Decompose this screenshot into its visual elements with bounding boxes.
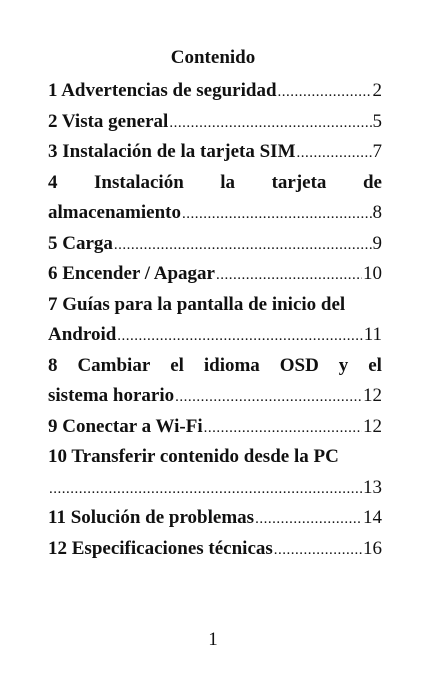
toc-entry-title: Android (48, 324, 117, 345)
toc-entry-title: 9 Conectar a Wi-Fi (48, 415, 203, 437)
toc-word: el (170, 354, 184, 376)
toc-entry-title: 11 Solución de problemas (48, 507, 255, 528)
toc-word: 4 (48, 171, 58, 193)
toc-entry-7 (48, 320, 382, 351)
dot-leader (297, 138, 372, 169)
toc-word: la (220, 171, 236, 193)
toc-entry-6 (48, 259, 382, 290)
toc-entry-8-line1 (48, 351, 382, 382)
toc-entry-4 (48, 198, 382, 229)
toc-entry-4-line1 (48, 168, 382, 199)
toc-entry-11 (48, 503, 382, 534)
toc-entry-2 (48, 107, 382, 138)
toc-word: Cambiar (77, 354, 151, 376)
toc-entry-page: 16 (363, 537, 382, 559)
toc-entry-page: 7 (372, 141, 382, 162)
dot-leader (182, 199, 372, 230)
page-number: 1 (208, 629, 218, 650)
toc-entry-title-line1: 10 Transferir contenido desde la PC (48, 446, 339, 467)
toc-entry-page: 11 (363, 324, 382, 345)
toc-title: Contenido (170, 47, 256, 68)
toc-entry-1 (48, 76, 382, 107)
toc-entry-10-line1 (48, 442, 382, 473)
toc-entry-5 (48, 229, 382, 260)
toc-entry-title: 12 Especificaciones técnicas (48, 537, 273, 559)
toc-entry-page: 9 (372, 232, 382, 254)
toc-entry-title: 2 Vista general (48, 110, 169, 132)
toc-word: tarjeta (271, 171, 327, 193)
toc-entry-7-line1 (48, 290, 382, 321)
table-of-contents (48, 76, 382, 564)
toc-entry-page: 2 (372, 80, 382, 101)
toc-entry-title-line1: 7 Guías para la pantalla de inicio del (48, 293, 346, 315)
toc-entry-page: 13 (363, 476, 382, 498)
toc-entry-title: 1 Advertencias de seguridad (48, 80, 277, 101)
toc-word: de (362, 171, 382, 193)
toc-word: 8 (48, 354, 58, 376)
dot-leader (114, 230, 372, 261)
toc-entry-title: 6 Encender / Apagar (48, 263, 215, 284)
toc-entry-page: 12 (363, 415, 382, 437)
toc-entry-9 (48, 412, 382, 443)
toc-entry-12 (48, 534, 382, 565)
dot-leader (117, 321, 362, 352)
toc-entry-3 (48, 137, 382, 168)
dot-leader (278, 77, 372, 108)
toc-entry-page: 8 (372, 202, 382, 223)
toc-word: idioma (203, 354, 260, 376)
toc-entry-page: 12 (363, 385, 382, 406)
toc-entry-8 (48, 381, 382, 412)
toc-word: OSD (279, 354, 319, 376)
toc-entry-page: 10 (363, 263, 382, 284)
dot-leader (274, 535, 362, 566)
toc-word: Instalación (94, 171, 184, 193)
toc-entry-title: almacenamiento (48, 202, 181, 223)
dot-leader (216, 260, 362, 291)
toc-entry-title: sistema horario (48, 385, 175, 406)
toc-word: el (368, 354, 382, 376)
dot-leader (175, 382, 362, 413)
toc-entry-page: 14 (363, 507, 382, 528)
dot-leader (49, 474, 362, 505)
toc-entry-page: 5 (372, 110, 382, 132)
dot-leader (255, 504, 362, 535)
toc-entry-title: 5 Carga (48, 232, 113, 254)
toc-word: y (338, 354, 349, 376)
toc-entry-title: 3 Instalación de la tarjeta SIM (48, 141, 296, 162)
toc-entry-10 (48, 473, 382, 504)
dot-leader (204, 413, 362, 444)
dot-leader (169, 108, 371, 139)
